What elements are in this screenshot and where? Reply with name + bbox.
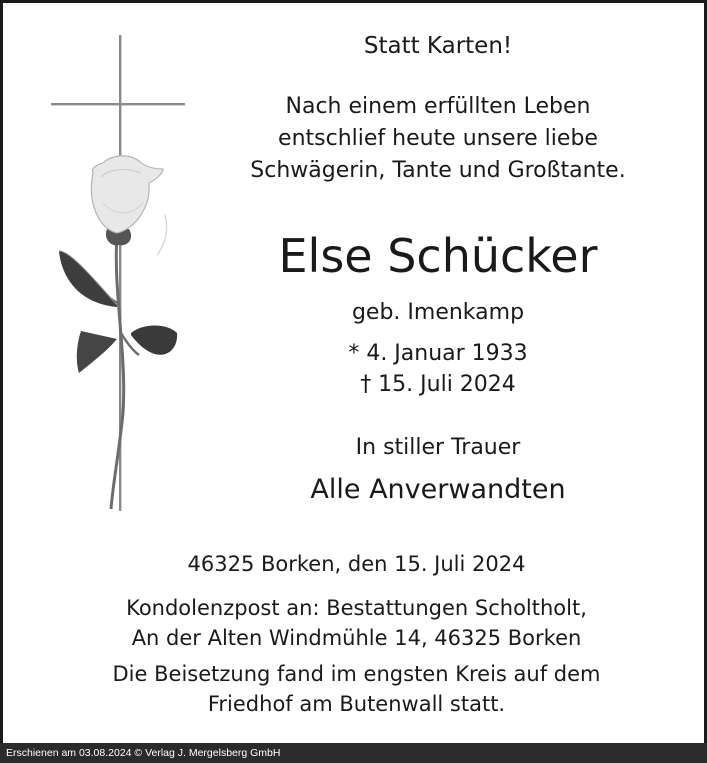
burial-line: Friedhof am Butenwall statt.: [207, 692, 506, 716]
header-text: Statt Karten!: [363, 33, 513, 59]
mourners: Alle Anverwandten: [310, 474, 566, 505]
burial-line: Die Beisetzung fand im engsten Kreis auf dem: [112, 662, 601, 686]
place-date: 46325 Borken, den 15. Juli 2024: [187, 552, 526, 576]
death-date: † 15. Juli 2024: [360, 372, 516, 397]
condolence-line: Kondolenzpost an: Bestattungen Scholtholt,: [126, 596, 587, 620]
condolence-line: An der Alten Windmühle 14, 46325 Borken: [131, 626, 582, 650]
cross-and-rose-image: [47, 33, 207, 513]
birth-date: * 4. Januar 1933: [348, 341, 528, 366]
rose-icon: [59, 156, 177, 509]
intro-line: Schwägerin, Tante und Großtante.: [250, 158, 626, 183]
mourning-phrase: In stiller Trauer: [355, 435, 521, 460]
deceased-name: Else Schücker: [278, 229, 598, 283]
publication-footer: Erschienen am 03.08.2024 © Verlag J. Mergelsberg GmbH: [0, 743, 707, 763]
intro-line: entschlief heute unsere liebe: [278, 126, 598, 151]
intro-line: Nach einem erfüllten Leben: [285, 94, 591, 119]
maiden-name: geb. Imenkamp: [351, 300, 525, 325]
